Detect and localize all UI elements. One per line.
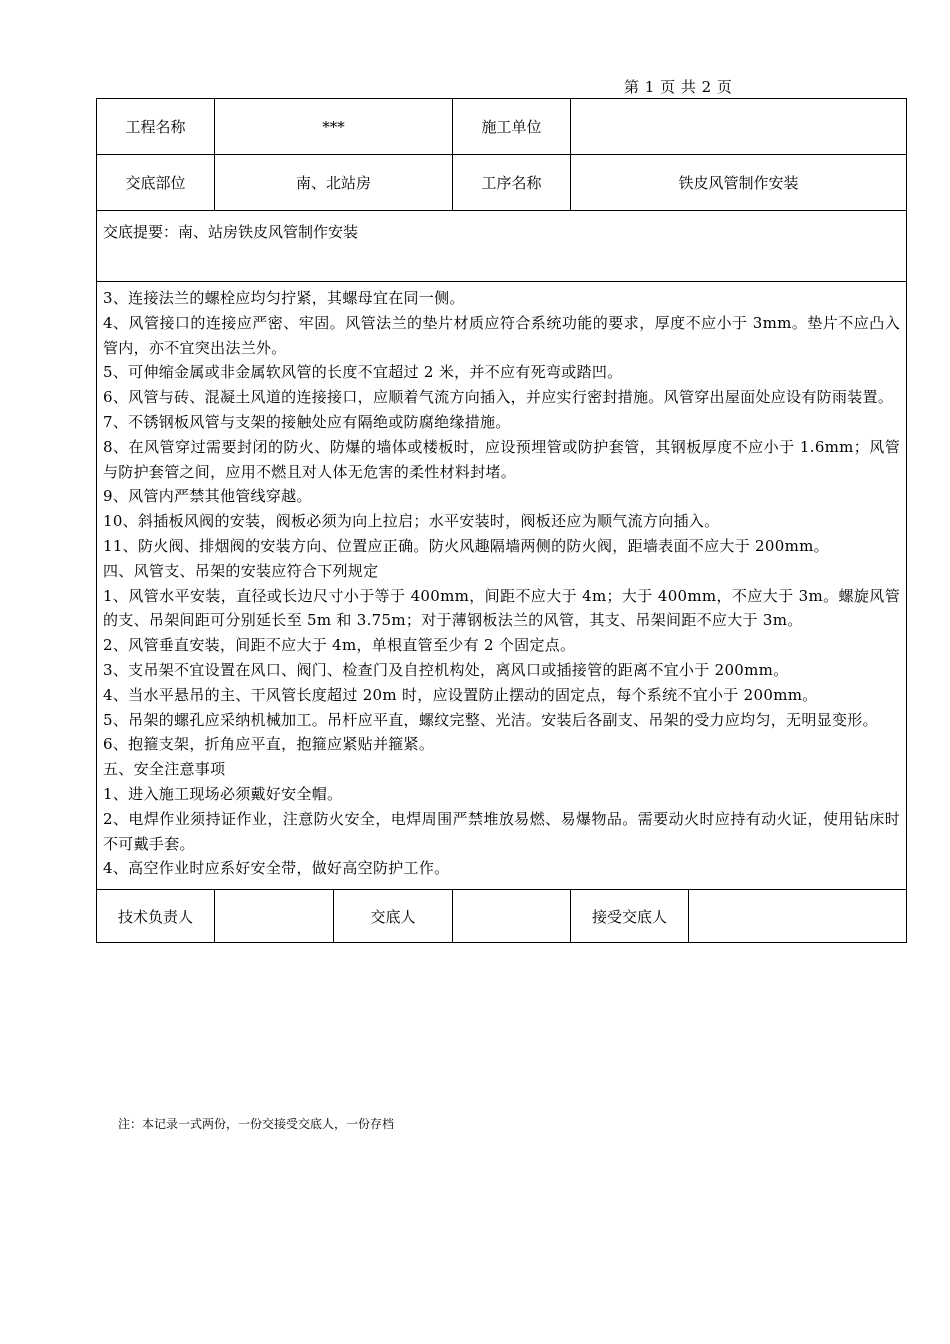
project-name-value: *** xyxy=(215,99,453,155)
content-line: 10、斜插板风阀的安装，阀板必须为向上拉启；水平安装时，阀板还应为顺气流方向插入。 xyxy=(103,512,720,531)
construction-unit-label: 施工单位 xyxy=(453,99,571,155)
section-heading: 五、安全注意事项 xyxy=(103,760,226,779)
content-line: 2、电焊作业须持证作业，注意防火安全，电焊周围严禁堆放易燃、易爆物品。需要动火时应持有动火证，使用钻床时不可戴手套。 xyxy=(103,809,900,853)
page-number: 第 1 页 共 2 页 xyxy=(624,78,733,96)
tech-lead-signature xyxy=(215,890,334,943)
process-label: 工序名称 xyxy=(453,155,571,211)
section-heading: 四、风管支、吊架的安装应符合下列规定 xyxy=(103,561,379,580)
content-line: 5、可伸缩金属或非金属软风管的长度不宜超过 2 米，并不应有死弯或踏凹。 xyxy=(103,363,623,382)
content-line: 3、连接法兰的螺栓应均匀拧紧，其螺母宜在同一侧。 xyxy=(103,289,465,307)
content-line: 7、不锈钢板风管与支架的接触处应有隔绝或防腐绝缘措施。 xyxy=(103,412,511,431)
construction-unit-value xyxy=(571,99,907,155)
disclosure-summary: 交底提要：南、站房铁皮风管制作安装 xyxy=(97,211,907,282)
content-line: 2、风管垂直安装，间距不应大于 4m，单根直管至少有 2 个固定点。 xyxy=(103,636,576,655)
content-line: 4、高空作业时应系好安全带，做好高空防护工作。 xyxy=(103,859,450,878)
presenter-label: 交底人 xyxy=(334,890,453,943)
content-line: 8、在风管穿过需要封闭的防火、防爆的墙体或楼板时，应设预埋管或防护套管，其钢板厚度不应小于 1.6mm；风管与防护套管之间，应用不燃且对人体无危害的柔性材料封堵。 xyxy=(103,437,900,481)
content-line: 11、防火阀、排烟阀的安装方向、位置应正确。防火风趣隔墙两侧的防火阀，距墙表面不应大于 200mm。 xyxy=(103,536,829,555)
content-line: 1、进入施工现场必须戴好安全帽。 xyxy=(103,784,343,803)
content-line: 6、抱箍支架，折角应平直，抱箍应紧贴并箍紧。 xyxy=(103,735,435,754)
location-label: 交底部位 xyxy=(97,155,215,211)
disclosure-content xyxy=(97,282,907,890)
location-value: 南、北站房 xyxy=(215,155,453,211)
receiver-label: 接受交底人 xyxy=(571,890,689,943)
content-line: 5、吊架的螺孔应采纳机械加工。吊杆应平直，螺纹完整、光洁。安装后各副支、吊架的受力应均匀，无明显变形。 xyxy=(103,710,878,729)
content-line: 4、当水平悬吊的主、干风管长度超过 20m 时，应设置防止摆动的固定点，每个系统不宜小于 200mm。 xyxy=(103,685,818,704)
content-line: 1、风管水平安装，直径或长边尺寸小于等于 400mm，间距不应大于 4m；大于 400mm，不应大于 3m。螺旋风管的支、吊架间距可分别延长至 5m 和 3.75m；对于薄钢板法兰的风管，其支、吊架间距不应大于 3m。 xyxy=(103,586,900,630)
content-line: 4、风管接口的连接应严密、牢固。风管法兰的垫片材质应符合系统功能的要求，厚度不应小于 3mm。垫片不应凸入管内，亦不宜突出法兰外。 xyxy=(103,313,900,357)
content-line: 3、支吊架不宜设置在风口、阀门、检查门及自控机构处，离风口或插接管的距离不宜小于 200mm。 xyxy=(103,660,789,679)
project-name-label: 工程名称 xyxy=(97,99,215,155)
disclosure-record-table xyxy=(96,98,907,943)
receiver-signature xyxy=(689,890,907,943)
tech-lead-label: 技术负责人 xyxy=(97,890,215,943)
content-line: 6、风管与砖、混凝土风道的连接接口，应顺着气流方向插入，并应实行密封措施。风管穿出屋面处应设有防雨装置。 xyxy=(103,388,894,407)
footnote: 注：本记录一式两份，一份交接受交底人，一份存档 xyxy=(118,1117,395,1131)
process-value: 铁皮风管制作安装 xyxy=(571,155,907,211)
content-line: 9、风管内严禁其他管线穿越。 xyxy=(103,487,312,506)
presenter-signature xyxy=(453,890,571,943)
